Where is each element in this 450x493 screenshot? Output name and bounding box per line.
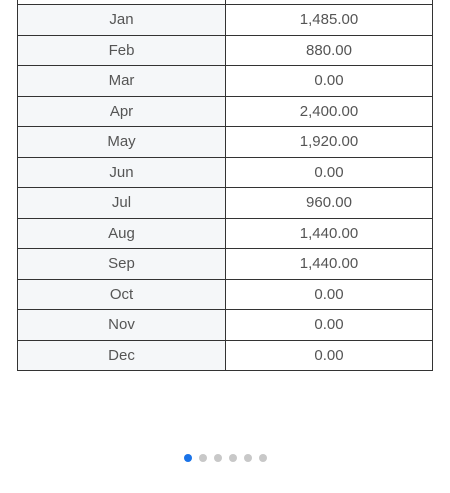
amount-cell: 0.00 — [226, 341, 432, 371]
amount-cell: 0.00 — [226, 158, 432, 188]
month-cell: May — [18, 127, 226, 157]
table-row — [18, 126, 432, 157]
amount-cell: 0.00 — [226, 280, 432, 310]
month-cell: Jul — [18, 188, 226, 218]
table-row — [18, 218, 432, 249]
month-cell: Apr — [18, 97, 226, 127]
amount-cell: 1,920.00 — [226, 127, 432, 157]
amount-cell: 1,440.00 — [226, 219, 432, 249]
amount-cell: 1,440.00 — [226, 249, 432, 279]
table-row — [18, 248, 432, 279]
page-indicator — [0, 453, 450, 463]
table-row — [18, 96, 432, 127]
table-row — [18, 65, 432, 96]
amount-cell: 960.00 — [226, 188, 432, 218]
month-cell: Oct — [18, 280, 226, 310]
page-dot-active[interactable] — [184, 454, 192, 462]
month-cell: Feb — [18, 36, 226, 66]
month-cell: Nov — [18, 310, 226, 340]
amount-cell: 0.00 — [226, 66, 432, 96]
table-row — [18, 340, 432, 371]
table-row — [18, 309, 432, 340]
month-cell: Jan — [18, 5, 226, 35]
amount-cell: 880.00 — [226, 36, 432, 66]
month-cell: Mar — [18, 66, 226, 96]
page-dot[interactable] — [199, 454, 207, 462]
page-dot[interactable] — [214, 454, 222, 462]
amount-cell: 2,400.00 — [226, 97, 432, 127]
month-cell: Dec — [18, 341, 226, 371]
amount-cell: 1,485.00 — [226, 5, 432, 35]
table-row — [18, 157, 432, 188]
amount-cell: 0.00 — [226, 310, 432, 340]
page-dot[interactable] — [259, 454, 267, 462]
monthly-amount-table — [17, 4, 433, 371]
month-cell: Aug — [18, 219, 226, 249]
page-dot[interactable] — [229, 454, 237, 462]
table-row — [18, 279, 432, 310]
table-row — [18, 35, 432, 66]
table-row — [18, 4, 432, 35]
month-cell: Sep — [18, 249, 226, 279]
month-cell: Jun — [18, 158, 226, 188]
page-dot[interactable] — [244, 454, 252, 462]
table-row — [18, 187, 432, 218]
